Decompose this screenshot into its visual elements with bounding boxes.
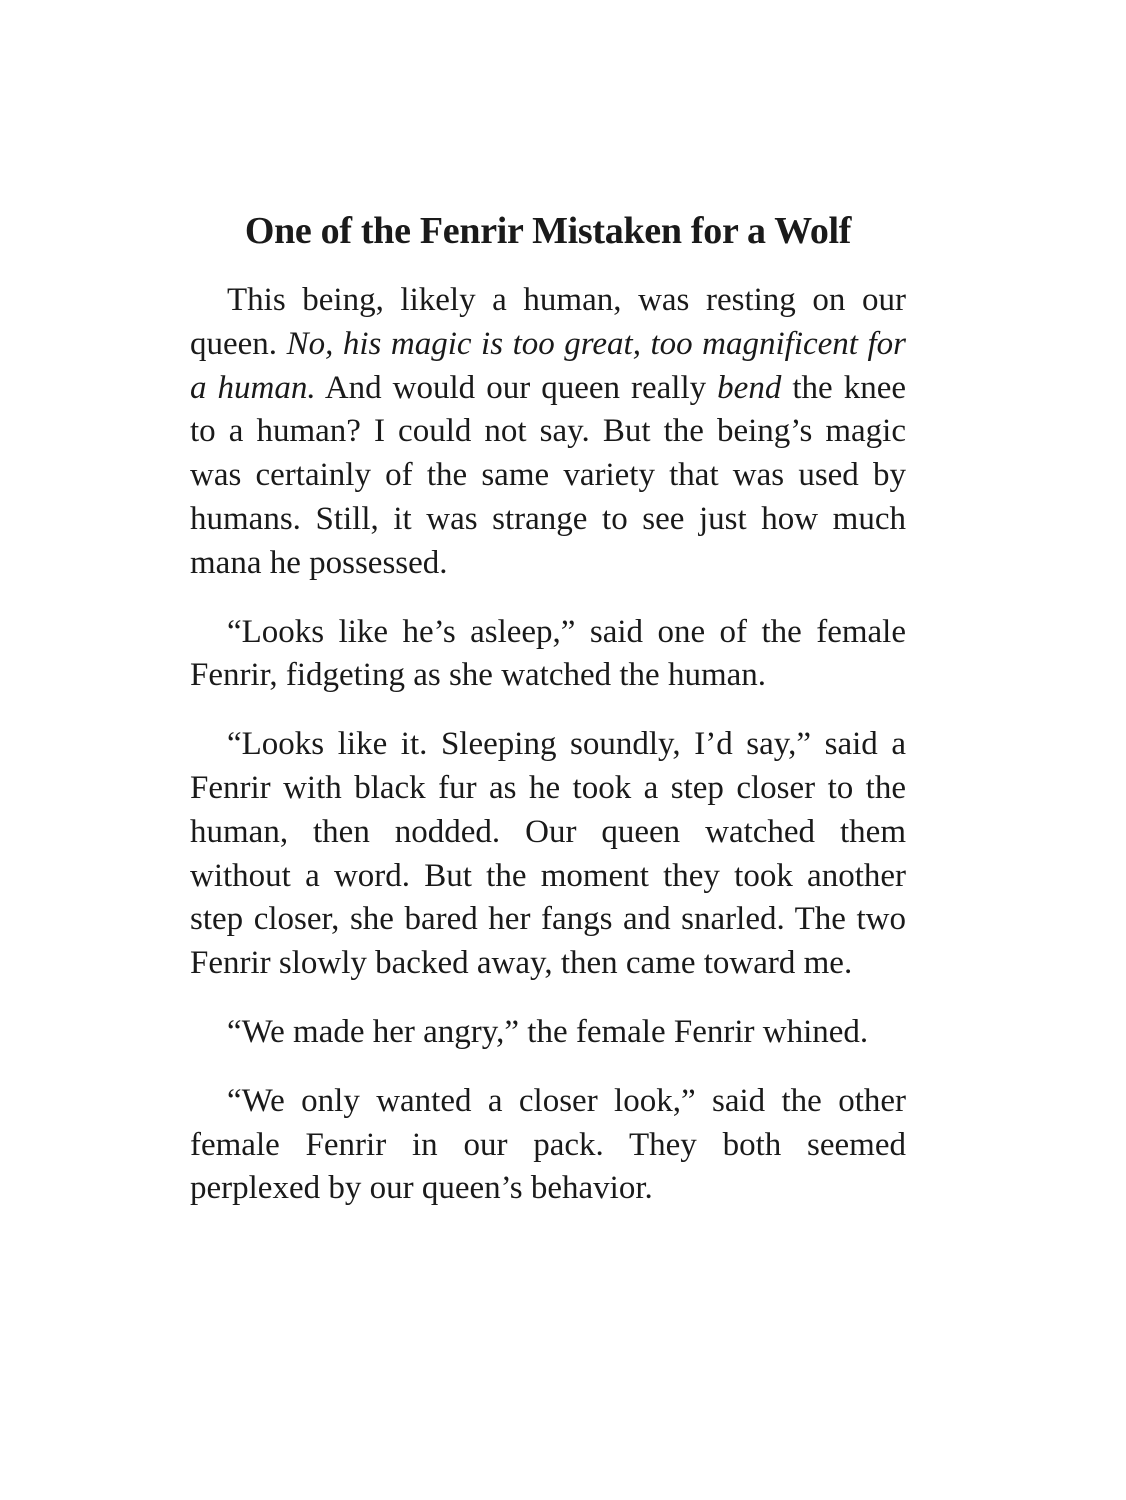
text-segment: “Looks like he’s asleep,” said one of the female Fenrir, fidgeting as she watched the human. bbox=[190, 613, 906, 694]
paragraph-2 bbox=[190, 611, 906, 699]
italic-segment: bend bbox=[717, 369, 782, 406]
text-segment: “We made her angry,” the female Fenrir whined. bbox=[227, 1013, 869, 1050]
paragraph-1 bbox=[190, 279, 906, 586]
text-segment: This being, likely a human, was resting on our queen. bbox=[190, 282, 906, 362]
text-segment: And would our queen really bbox=[315, 369, 718, 406]
book-page bbox=[190, 205, 906, 1236]
paragraph-5 bbox=[190, 1080, 906, 1211]
paragraph-3 bbox=[190, 723, 906, 986]
italic-segment: No, his magic is too great, too magnificent for a human. bbox=[190, 325, 907, 406]
chapter-title: One of the Fenrir Mistaken for a Wolf bbox=[244, 210, 852, 252]
paragraph-4 bbox=[190, 1011, 906, 1055]
text-segment: “Looks like it. Sleeping soundly, I’d say,” said a Fenrir with black fur as he took a step closer to the human, then nodded. Our queen watched them without a word. But the moment they took another step closer, she bared her fangs and snarled. The two Fenrir slowly backed away, then came toward me. bbox=[190, 726, 906, 982]
text-segment: “We only wanted a closer look,” said the other female Fenrir in our pack. They both seemed perplexed by our queen’s behavior. bbox=[190, 1082, 906, 1207]
text-segment: the knee to a human? I could not say. But the being’s magic was certainly of the same variety that was used by humans. Still, it was strange to see just how much mana he possessed. bbox=[190, 369, 906, 581]
